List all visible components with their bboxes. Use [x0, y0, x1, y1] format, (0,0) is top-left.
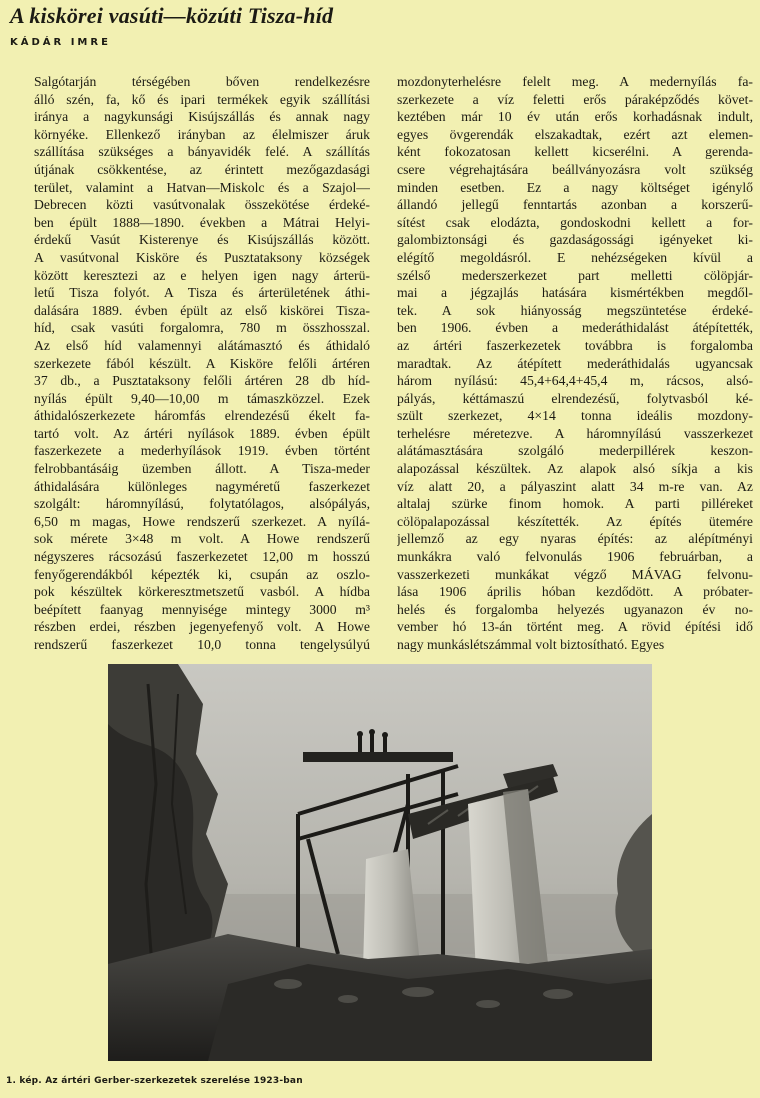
text-line: minden esetben. Ez a nagy költséget igénylő	[397, 179, 753, 195]
text-line: vasszerkezeti munkákat végző MÁVAG felvonu-	[397, 566, 753, 582]
text-line: maradtak. Az átépített mederáthidalás ugyancsak	[397, 355, 753, 371]
text-line: lása 1906 április hóban kezdődött. A próbater-	[397, 584, 753, 600]
text-line: négyszeres rácsozású faszerkezetet 12,00 m hosszú	[34, 549, 370, 565]
text-line: áthidalására különleges nagyméretű faszerkezet	[34, 478, 370, 494]
text-line: letű Tisza folyót. A Tisza és árterületének áthi-	[34, 285, 370, 301]
text-line: mai a jégzajlás hatására kismértékben megdől-	[397, 285, 753, 301]
text-line: egyes övgerendák elszakadtak, ezért azt elemen-	[397, 126, 753, 142]
text-line: dalására 1889. évben épült az első kiskörei Tisza-	[34, 302, 370, 318]
text-line: Az első híd valamennyi alátámasztó és áthidaló	[34, 337, 370, 353]
text-line: fenyőgerendákból képezték ki, csupán az oszlo-	[34, 566, 370, 582]
text-line: híd, csak vasúti forgalomra, 780 m összhosszal.	[34, 320, 370, 336]
text-line: cölöpalapozással készítették. Az építés ütemére	[397, 513, 753, 529]
text-line: szerkezete fából készült. A Kisköre felőli ártéren	[34, 355, 370, 371]
text-line: állandó jellegű fenntartás azonban a korszerű-	[397, 197, 753, 213]
text-line: iránya a nagykunsági Kisújszállás és annak nagy	[34, 109, 370, 125]
text-line: nagy munkáslétszámmal volt biztosítható. Egyes	[397, 637, 665, 652]
text-line: szült szerkezet, 4×14 tonna ideális mozdony-	[397, 408, 753, 424]
text-line: álló szén, fa, kő és ipari termékek egyik szállítási	[34, 91, 370, 107]
text-line: környéke. Ellenkező irányban az élelmiszer áruk	[34, 126, 370, 142]
text-line: sok mérete 3×48 m volt. A Howe rendszerű	[34, 531, 370, 547]
text-column-left	[34, 73, 370, 653]
text-line: három nyílású: 45,4+64,4+45,4 m, rácsos, alsó-	[397, 373, 753, 389]
text-column-right	[397, 73, 753, 653]
text-line: nyílás épült 9,40—10,00 m támaszközzel. Ezek	[34, 390, 370, 406]
text-line: érdekű Vasút Kisterenye és Kisújszállás között.	[34, 232, 370, 248]
text-line: keztében már 10 év után erős korhadásnak indult,	[397, 109, 753, 125]
text-line: csere végrehajtására beállványozásra volt szükség	[397, 161, 753, 177]
text-line: felrobbantásáig üzemben állott. A Tisza-meder	[34, 461, 370, 477]
text-line: jellemző az egy nyaras építés: az alépítményi	[397, 531, 753, 547]
article-title: A kiskörei vasúti—közúti Tisza-híd	[10, 3, 334, 28]
text-line: sítést csak elodázta, gondoskodni kellett a for-	[397, 214, 753, 230]
text-line: beépített faanyag mennyisége mintegy 3000 m³	[34, 601, 370, 617]
text-line: faszerkezete a mederhyílások 1919. évben történt	[34, 443, 370, 459]
text-line: tek. A sok hiányosság megszüntetése érdeké-	[397, 302, 753, 318]
text-line: pályás, kéttámaszú elrendezésű, folytvasból ké-	[397, 390, 753, 406]
bridge-construction-photo	[108, 664, 652, 1061]
text-line: 6,50 m magas, Howe rendszerű szerkezet. A nyílá-	[34, 513, 370, 529]
text-line: szerkezete a víz feletti erős páraképződés követ-	[397, 91, 753, 107]
text-line: 37 db., a Pusztataksony felőli ártéren 28 db híd-	[34, 373, 370, 389]
text-line: ként fokozatosan kellett kicserélni. A gerenda-	[397, 144, 753, 160]
text-line: tartó volt. Az ártéri nyílások 1889. évben épült	[34, 425, 370, 441]
text-line: helés és forgalomba helyezés ugyanazon év no-	[397, 601, 753, 617]
text-line: között keresztezi az e helyen igen nagy árterü-	[34, 267, 370, 283]
text-line: útjának csökkentése, az érintett mezőgazdasági	[34, 161, 370, 177]
text-line: alapozással készültek. Az alapok alsó síkja a kis	[397, 461, 753, 477]
text-line: szállítása szükséges a bányavidék felé. A szállítás	[34, 144, 370, 160]
text-line: A vasútvonal Kisköre és Pusztataksony községek	[34, 249, 370, 265]
text-line: munkákra való felvonulás 1906 februárban, a	[397, 549, 753, 565]
text-line: ben 1906. évben a mederáthidalást átépítették,	[397, 320, 753, 336]
text-line: galombiztonsági és gazdaságossági igényeket ki-	[397, 232, 753, 248]
text-line: elégítő megoldásról. E nehézségeken kívül a	[397, 249, 753, 265]
text-line: terület, valamint a Hatvan—Miskolc és a Szajol—	[34, 179, 370, 195]
text-line: az ártéri faszerkezetek továbbra is forgalomba	[397, 337, 753, 353]
text-line: pok készültek körkeresztmetszetű vasból. A hídba	[34, 584, 370, 600]
text-line: Debrecen közti vasútvonalak összekötése érdeké-	[34, 197, 370, 213]
text-line: részben erdei, részben jegenyefenyő volt. A Howe	[34, 619, 370, 635]
figure-caption: 1. kép. Az ártéri Gerber-szerkezetek szerelése 1923-ban	[6, 1076, 303, 1086]
text-line: terhelésre méretezve. A háromnyílású vasszerkezet	[397, 425, 753, 441]
text-line: Salgótarján térségében bőven rendelkezésre	[34, 74, 370, 89]
text-line: vember hó 13-án történt meg. A rövid építési idő	[397, 619, 753, 635]
text-line: rendszerű faszerkezet 10,0 tonna tengelysúlyú	[34, 637, 370, 652]
text-line: szélső mederszerkezet part melletti cölöpjár-	[397, 267, 753, 283]
article-author: KÁDÁR IMRE	[10, 37, 111, 48]
text-line: altalaj szürke finom homok. A parti pilléreket	[397, 496, 753, 512]
text-line: alátámasztására szolgáló mederpillérek keszon-	[397, 443, 753, 459]
text-line: szolgált: háromnyílású, folytatólagos, alsópályás,	[34, 496, 370, 512]
text-line: áthidalószerkezete háromfás elrendezésű ékelt fa-	[34, 408, 370, 424]
text-line: víz alatt 20, a pályaszint alatt 34 m-re van. Az	[397, 478, 753, 494]
text-line: ben épült 1888—1890. években a Mátrai Helyi-	[34, 214, 370, 230]
text-line: mozdonyterhelésre felelt meg. A medernyílás fa-	[397, 74, 753, 89]
